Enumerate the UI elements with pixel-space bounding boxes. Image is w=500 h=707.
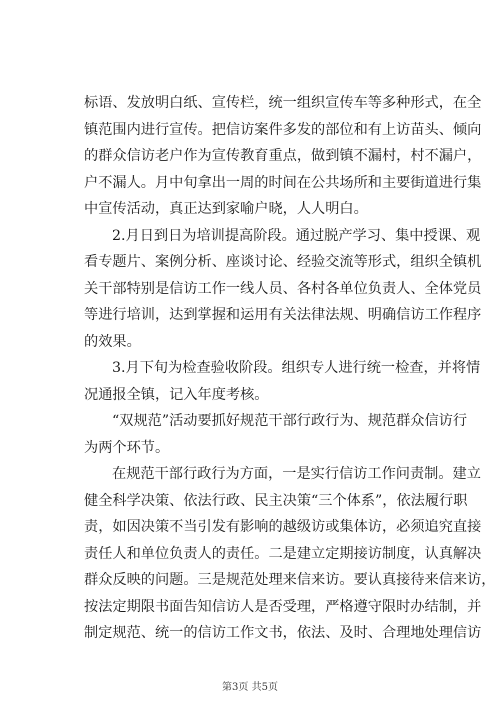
paragraph-inspection-stage	[84, 355, 481, 408]
text-line: 健全科学决策、依法行政、民主决策“三个体系”，依法履行职	[84, 492, 468, 509]
text-line: 制定规范、统一的信访工作文书，依法、及时、合理地处理信访	[84, 625, 482, 641]
text-line: “双规范”活动要抓好规范干部行政行为、规范群众信访行	[112, 413, 468, 429]
text-line: 标语、发放明白纸、宣传栏，统一组织宣传车等多种形式，在全	[84, 95, 482, 111]
text-line: 按法定期限书面告知信访人是否受理，严格遵守限时办结制，并	[84, 598, 482, 615]
paragraph-publicity	[84, 90, 482, 223]
text-line: 中宣传活动，真正达到家喻户晓，人人明白。	[84, 201, 368, 217]
text-line: 责，如因决策不当引发有影响的越级访或集体访，必须追究直接	[84, 519, 482, 535]
text-line: 的效果。	[84, 333, 141, 350]
text-line: 群众反映的问题。三是规范处理来信来访。要认真接待来信来访，	[84, 572, 496, 588]
text-line: 3.月下旬为检查验收阶段。组织专人进行统一检查，并将情	[112, 360, 481, 376]
page-footer: 第3页 共5页	[222, 682, 278, 693]
text-line: 责任人和单位负责人的责任。二是建立定期接访制度，认真解决	[84, 545, 482, 562]
paragraph-two-links	[84, 408, 468, 461]
text-line: 户不漏人。月中旬拿出一周的时间在公共场所和主要街道进行集	[84, 174, 482, 191]
paragraph-training-stage	[84, 223, 482, 356]
text-line: 况通报全镇，记入年度考核。	[84, 386, 269, 403]
text-line: 镇范围内进行宣传。把信访案件多发的部位和有上访苗头、倾向	[84, 121, 482, 138]
text-line: 等进行培训，达到掌握和运用有关法律法规、明确信访工作程序	[84, 307, 482, 323]
text-line: 为两个环节。	[84, 439, 170, 456]
body-text	[84, 90, 496, 647]
text-line: 的群众信访老户作为宣传教育重点，做到镇不漏村，村不漏户，	[84, 148, 482, 164]
text-line: 看专题片、案例分析、座谈讨论、经验交流等形式，组织全镇机	[84, 254, 482, 270]
text-line: 2.月日到日为培训提高阶段。通过脱产学习、集中授课、观	[112, 227, 481, 244]
text-line: 在规范干部行政行为方面，一是实行信访工作问责制。建立	[112, 466, 481, 482]
paragraph-cadre-conduct	[84, 461, 496, 647]
text-line: 关干部特别是信访工作一线人员、各村各单位负责人、全体党员	[84, 280, 482, 297]
